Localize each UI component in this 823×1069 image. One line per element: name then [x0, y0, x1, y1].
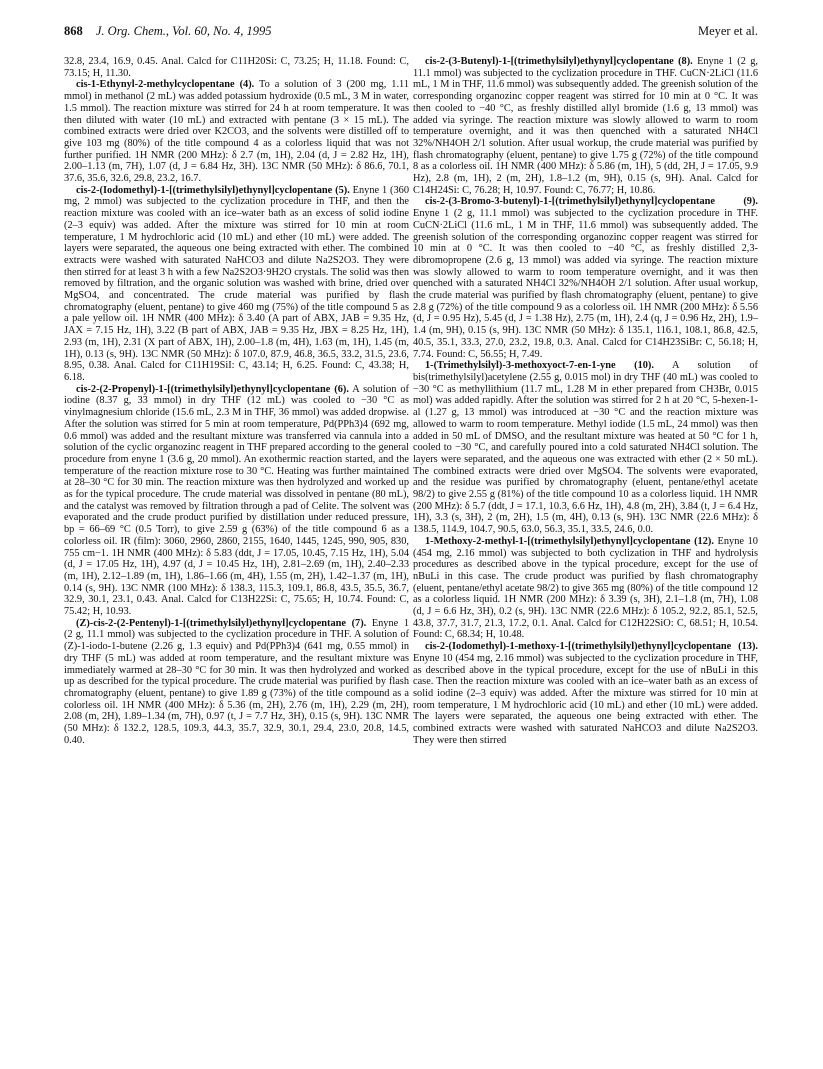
paragraph: [64, 185, 409, 384]
paragraph-body: Enyne 1 (2 g, 11.1 mmol) was subjected to the cyclization procedure in THF. CuCN·2LiCl (11.6 mL, 1 M in THF, 11.6 mmol) was subsequently added. The greenish solution of the corresponding organozinc copper reagent was stirred for 10 min at 0 °C. It was then cooled to −40 °C, as freshly distilled allyl bromide (1.6 g, 13 mmol) was added via syringe. The reaction mixture was slowly allowed to warm to room temperature overnight, and it was then quenched with a saturated NH4Cl 32%/NH4OH 2/1 solution. After usual workup, the crude material was purified by flash chromatography (eluent, pentane) to give 1.75 g (72%) of the title compound 8 as a colorless oil. 1H NMR (400 MHz): δ 5.86 (m, 1H), 5 (dd, 2H, J = 17.05, 9.9 Hz), 2.8 (m, 1H), 2 (m, 2H), 1.8–1.2 (m, 9H), 0.15 (s, 9H). Anal. Calcd for C14H24Si: C, 76.28; H, 10.97. Found: C, 76.77; H, 10.86.: [413, 56, 758, 196]
paragraph-body: A solution of bis(trimethylsilyl)acetylene (2.55 g, 0.015 mol) in dry THF (40 mL) was cooled to −30 °C as methyllithium (11.7 mL, 1.28 M in ether prepared from CH3Br, 0.015 mol) was added rapidly. After the solution was stirred for 2 h at 20 °C, 5-hexen-1-al (1.27 g, 13 mmol) was introduced at −30 °C and the reaction mixture was allowed to warm to room temperature. Methyl iodide (1.5 mL, 24 mmol) was then added in 50 mL of DMSO, and the resultant mixture was heated at 50 °C for 1 h, cooled to −30 °C, and carefully poured into a cold saturated NH4Cl solution. The layers were separated, and the aqueous one was extracted with ether (2 × 50 mL). The combined extracts were dried over MgSO4. The solvents were evaporated, and the residue was purified by chromatography (eluent, pentane/ethyl acetate 98/2) to give 2.55 g (81%) of the title compound 10 as a colorless liquid. 1H NMR (200 MHz): δ 5.7 (ddt, J = 17.1, 10.3, 6.6 Hz, 1H), 4.8 (m, 2H), 3.84 (t, J = 6.4 Hz, 1H), 3.3 (s, 3H), 2 (m, 2H), 1.5 (m, 4H), 0.13 (s, 9H). 13C NMR (22.6 MHz): δ 138.5, 114.9, 104.7, 90.5, 63.0, 56.3, 35.1, 33.5, 24.6, 0.0.: [413, 360, 758, 536]
paragraph-body: Enyne 10 (454 mg, 2.16 mmol) was subjected to both cyclization in THF and hydrolysis procedures as described above in the typical procedure, except for the use of nBuLi in this case. The crude product was purified by flash chromatography (eluent, pentane/ethyl acetate 98/2) to give 365 mg (80%) of the title compound 12 as a colorless liquid. 1H NMR (200 MHz): δ 3.39 (s, 3H), 2.1–1.8 (m, 7H), 1.08 (d, J = 6.6 Hz, 3H), 0.2 (s, 9H). 13C NMR (22.6 MHz): δ 105.2, 92.2, 85.1, 52.5, 43.8, 37.7, 31.7, 21.3, 17.2, 0.1. Anal. Calcd for C12H22SiO: C, 68.51; H, 10.54. Found: C, 68.34; H, 10.48.: [413, 535, 758, 641]
paragraph: [64, 384, 409, 618]
right-column: [413, 56, 758, 746]
paragraph-body: Enyne 1 (2 g, 11.1 mmol) was subjected to the cyclization procedure in THF. CuCN·2LiCl (11.6 mL, 1 M in THF, 11.6 mmol) was subsequently added. The greenish solution of the corresponding organozinc copper reagent was stirred for 10 min at 0 °C. It was then cooled to −40 °C, as freshly distilled 2,3-dibromopropene (2.6 g, 13 mmol) was added via syringe. The reaction mixture was slowly allowed to warm to room temperature overnight, and it was then quenched with a saturated NH4Cl 32%/NH4OH 2/1 solution. After usual workup, the crude material was purified by flash chromatography (eluent, pentane) to give 2.8 g (72%) of the title compound 9 as a colorless oil. 1H NMR (200 MHz): δ 5.56 (d, J = 0.95 Hz), 5.45 (d, J = 1.38 Hz), 2.75 (m, 1H), 2.4 (q, J = 0.96 Hz, 2H), 1.9–1.4 (m, 9H), 0.15 (s, 9H). 13C NMR (50 MHz): δ 135.1, 116.1, 108.1, 86.8, 42.5, 40.5, 35.1, 33.3, 27.0, 23.2, 19.8, 0.3. Anal. Calcd for C14H23SiBr: C, 56.18; H, 7.74. Found: C, 56.55; H, 7.49.: [413, 208, 758, 360]
compound-heading: cis-2-(2-Propenyl)-1-[(trimethylsilyl)ethynyl]cyclopentane (6).: [76, 383, 349, 395]
paragraph-body: To a solution of 3 (200 mg, 1.11 mmol) in methanol (2 mL) was added potassium hydroxide (0.5 mL, 3 M in water, 1.5 mmol). The reaction mixture was stirred for 24 h at room temperature. It was then diluted with water (10 mL) and extracted with pentane (3 × 15 mL). The combined extracts were dried over K2CO3, and the solvents were distilled off to give 103 mg (80%) of the title compound 4 as a colorless liquid that was not further purified. 1H NMR (200 MHz): δ 2.7 (m, 1H), 2.04 (d, J = 2.82 Hz, 1H), 2.00–1.13 (m, 7H), 1.07 (d, J = 6.84 Hz, 3H). 13C NMR (50 MHz): δ 86.6, 70.1, 37.6, 35.6, 32.6, 29.8, 23.2, 16.7.: [64, 79, 409, 185]
left-column: [64, 56, 409, 746]
paragraph: [64, 79, 409, 184]
paragraph-body: 32.8, 23.4, 16.9, 0.45. Anal. Calcd for C11H20Si: C, 73.25; H, 11.18. Found: C, 73.15; H, 11.30.: [64, 56, 409, 79]
paragraph: [64, 56, 409, 79]
paragraph-body: Enyne 1 (360 mg, 2 mmol) was subjected to the cyclization procedure in THF, and then the reaction mixture was cooled with an ice–water bath as an excess of solid iodine (2–3 equiv) was added. After the mixture was stirred for 10 min at room temperature, 1 M hydrochloric acid (10 mL) and ether (10 mL) were added. The layers were separated, the aqueous one being extracted with ether. The combined extracts were washed with saturated NaHCO3 and dilute Na2S2O3. They were then stirred for at least 3 h with a few Na2S2O3·9H2O crystals. The solid was then removed by filtration, and the organic solution was washed with brine, dried over MgSO4, and concentrated. The crude material was purified by flash chromatography (eluent, pentane) to give 460 mg (75%) of the title compound 5 as a pale yellow oil. 1H NMR (400 MHz): δ 3.40 (A part of ABX, JAB = 9.35 Hz, JAX = 7.15 Hz, 1H), 3.22 (B part of ABX, JAB = 9.35 Hz, JBX = 8.25 Hz, 1H), 2.93 (m, 1H), 2.31 (X part of ABX, 1H), 2.00–1.8 (m, 4H), 1.63 (m, 1H), 1.45 (m, 1H), 0.13 (s, 9H). 13C NMR (50 MHz): δ 107.0, 87.9, 46.8, 36.5, 33.2, 31.5, 23.6, 8.95, 0.38. Anal. Calcd for C11H19SiI: C, 43.14; H, 6.25. Found: C, 43.38; H, 6.18.: [64, 184, 409, 383]
paragraph: [64, 618, 409, 747]
compound-heading: cis-2-(Iodomethyl)-1-[(trimethylsilyl)ethynyl]cyclopentane (5).: [76, 184, 350, 196]
compound-heading: cis-2-(3-Bromo-3-butenyl)-1-[(trimethylsilyl)ethynyl]cyclopentane (9).: [425, 196, 758, 208]
compound-heading: cis-2-(Iodomethyl)-1-methoxy-1-[(trimethylsilyl)ethynyl]cyclopentane (13).: [425, 641, 758, 653]
running-head: Meyer et al.: [697, 24, 758, 38]
compound-heading: 1-Methoxy-2-methyl-1-[(trimethylsilyl)ethynyl]cyclopentane (12).: [425, 535, 714, 547]
paragraph: [413, 196, 758, 360]
compound-heading: cis-2-(3-Butenyl)-1-[(trimethylsilyl)ethynyl]cyclopentane (8).: [425, 56, 693, 67]
journal-citation: J. Org. Chem., Vol. 60, No. 4, 1995: [95, 24, 272, 38]
paragraph: [413, 536, 758, 641]
paragraph-body: A solution of iodine (8.37 g, 33 mmol) in dry THF (12 mL) was cooled to −30 °C as vinylmagnesium chloride (15.6 mL, 2.3 M in THF, 36 mmol) was added dropwise. After the solution was stirred for 5 min at room temperature, Pd(PPh3)4 (692 mg, 0.6 mmol) was added and the resultant mixture was transferred via cannula into a solution of the cyclic organozinc reagent in THF prepared according to the general procedure from enyne 1 (3.6 g, 20 mmol). An exothermic reaction started, and the temperature of the reaction mixture rose to 30 °C. Heating was further maintained at 28–30 °C for 30 min. The reaction mixture was then hydrolyzed and worked up as for the typical procedure. The crude material was dissolved in pentane (80 mL), and the catalyst was removed by filtration through a pad of Celite. The solvent was evaporated and the crude product purified by distillation under reduced pressure, bp = 66–69 °C (0.5 Torr), to give 2.59 g (63%) of the title compound 6 as a colorless oil. IR (film): 3060, 2960, 2860, 2155, 1640, 1445, 1245, 990, 905, 830, 755 cm−1. 1H NMR (400 MHz): δ 5.83 (ddt, J = 17.05, 10.45, 7.15 Hz, 1H), 5.04 (d, J = 17.05 Hz, 1H), 4.97 (d, J = 10.45 Hz, 1H), 2.81–2.69 (m, 1H), 2.40–2.33 (m, 1H), 2.12–1.89 (m, 1H), 1.86–1.66 (m, 4H), 1.55 (m, 2H), 1.42–1.37 (m, 1H), 0.14 (s, 9H). 13C NMR (100 MHz): δ 138.3, 115.3, 109.1, 86.8, 43.5, 35.5, 36.7, 32.9, 30.1, 23.1, 0.43. Anal. Calcd for C13H22Si: C, 75.65; H, 10.74. Found: C, 75.42; H, 10.93.: [64, 383, 410, 618]
paragraph: [413, 641, 758, 746]
paragraph-body: Enyne 10 (454 mg, 2.16 mmol) was subjected to the cyclization procedure in THF, as described above in the typical procedure, except for the use of nBuLi in this case. Then the reaction mixture was cooled with an ice–water bath as an excess of solid iodine (2–3 equiv) was added. After the mixture was stirred for 10 min at room temperature, 1 M hydrochloric acid (10 mL) and ether (10 mL) were added. The layers were separated, the aqueous one being extracted with ether. The combined extracts were washed with saturated NaHCO3 and dilute Na2S2O3. They were then stirred: [413, 652, 758, 746]
compound-heading: 1-(Trimethylsilyl)-3-methoxyoct-7-en-1-yne (10).: [425, 360, 654, 372]
page-number: 868: [64, 24, 83, 38]
compound-heading: cis-1-Ethynyl-2-methylcyclopentane (4).: [76, 79, 255, 91]
paragraph: [413, 360, 758, 536]
compound-heading: (Z)-cis-2-(2-Pentenyl)-1-[(trimethylsilyl)ethynyl]cyclopentane (7).: [76, 617, 367, 629]
paragraph-body: Enyne 1 (2 g, 11.1 mmol) was subjected to the cyclization procedure in THF. A solution of (Z)-1-iodo-1-butene (2.26 g, 1.3 equiv) and Pd(PPh3)4 (641 mg, 0.55 mmol) in dry THF (5 mL) was added at room temperature, and the resultant mixture was immediately warmed at 28–30 °C for 30 min. It was then hydrolyzed and worked up as described for the typical procedure. The crude material was purified by flash chromatography (eluent, pentane) to give 1.89 g (73%) of the title compound as a colorless oil. 1H NMR (400 MHz): δ 5.36 (m, 2H), 2.76 (m, 1H), 2.29 (m, 2H), 2.08 (m, 2H), 1.89–1.34 (m, 7H), 0.97 (t, J = 7.7 Hz, 3H), 0.15 (s, 9H). 13C NMR (50 MHz): δ 132.2, 128.5, 109.3, 44.3, 35.7, 32.9, 30.1, 29.4, 23.0, 20.8, 14.5, 0.40.: [64, 617, 409, 746]
paragraph: [413, 56, 758, 196]
page-header: [64, 24, 758, 42]
